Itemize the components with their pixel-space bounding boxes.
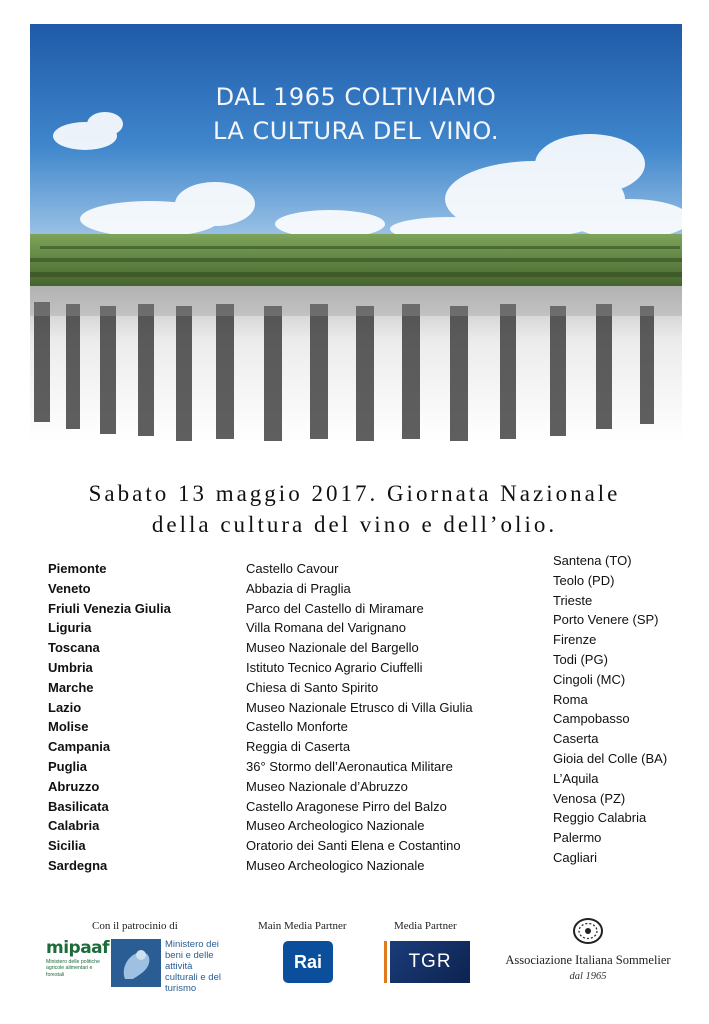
cities-list [553, 551, 667, 868]
event-venue: Villa Romana del Varignano [246, 620, 406, 636]
event-city: Palermo [553, 830, 602, 846]
event-venue: Castello Aragonese Pirro del Balzo [246, 798, 447, 814]
event-venue: Parco del Castello di Miramare [246, 600, 424, 616]
event-city: L’Aquila [553, 770, 599, 786]
event-city: Porto Venere (SP) [553, 612, 659, 628]
event-venue: Istituto Tecnico Agrario Ciuffelli [246, 659, 423, 675]
event-region: Toscana [48, 640, 100, 656]
event-region: Molise [48, 719, 89, 735]
mibact-icon [111, 939, 161, 987]
hero-headline [30, 80, 682, 148]
mibact-emblem [111, 939, 161, 987]
event-row [48, 816, 508, 836]
event-venue: Chiesa di Santo Spirito [246, 679, 379, 695]
event-region: Sicilia [48, 838, 86, 854]
event-venue: Museo Archeologico Nazionale [246, 818, 425, 834]
event-city: Roma [553, 691, 588, 707]
hero-image [30, 24, 682, 442]
event-city: Santena (TO) [553, 553, 632, 568]
event-row [48, 856, 508, 876]
event-city: Trieste [553, 592, 593, 608]
main-media-partner-label: Main Media Partner [258, 920, 347, 932]
event-region: Puglia [48, 758, 88, 774]
event-venue: Castello Monforte [246, 719, 348, 735]
event-venue: 36° Stormo dell’Aeronautica Militare [246, 758, 453, 774]
event-row [48, 618, 508, 638]
event-row [48, 678, 508, 698]
event-city: Teolo (PD) [553, 572, 615, 588]
event-city: Firenze [553, 632, 597, 648]
event-title [0, 478, 709, 540]
event-venue: Museo Archeologico Nazionale [246, 857, 425, 873]
events-list [48, 559, 508, 876]
event-row [48, 797, 508, 817]
event-region: Friuli Venezia Giulia [48, 600, 171, 616]
tgr-accent-bar [384, 941, 387, 983]
event-region: Campania [48, 739, 111, 755]
event-title-line2: della cultura del vino e dell’olio. [151, 512, 558, 537]
hero-headline-line1: DAL 1965 COLTIVIAMO [215, 83, 497, 111]
ais-since: dal 1965 [569, 971, 607, 982]
patronage-label: Con il patrocinio di [92, 920, 178, 932]
event-row [48, 599, 508, 619]
mipaaf-caption: Ministero delle politiche agricole alimentari e forestali [46, 959, 100, 978]
event-venue: Museo Nazionale Etrusco di Villa Giulia [246, 699, 473, 715]
ais-emblem-icon [566, 916, 610, 946]
event-region: Piemonte [48, 561, 107, 576]
event-venue: Museo Nazionale del Bargello [246, 640, 419, 656]
event-city: Reggio Calabria [553, 810, 647, 826]
hero-headline-line2: LA CULTURA DEL VINO. [213, 117, 499, 145]
event-region: Sardegna [48, 857, 108, 873]
event-row [48, 717, 508, 737]
event-venue: Museo Nazionale d’Abruzzo [246, 778, 408, 794]
event-region: Marche [48, 679, 94, 695]
mipaaf-logo [46, 938, 110, 978]
event-row [48, 836, 508, 856]
media-partner-label: Media Partner [394, 920, 457, 932]
event-title-line1: Sabato 13 maggio 2017. Giornata Nazionale [88, 481, 621, 506]
mibact-logo [111, 939, 221, 994]
event-venue: Reggia di Caserta [246, 739, 351, 755]
event-region: Liguria [48, 620, 92, 636]
event-row [48, 737, 508, 757]
tgr-logo [384, 941, 470, 983]
event-city: Cagliari [553, 849, 598, 865]
event-row [48, 757, 508, 777]
event-city: Cingoli (MC) [553, 671, 626, 687]
event-row [48, 698, 508, 718]
tgr-wordmark: TGR [390, 941, 470, 983]
event-region: Abruzzo [48, 778, 100, 794]
rai-logo: Rai [283, 941, 333, 983]
event-city: Campobasso [553, 711, 630, 727]
event-city: Caserta [553, 731, 599, 747]
event-row [48, 638, 508, 658]
event-region: Lazio [48, 699, 82, 715]
event-city: Todi (PG) [553, 651, 608, 667]
event-venue: Oratorio dei Santi Elena e Costantino [246, 838, 461, 854]
event-venue: Castello Cavour [246, 561, 339, 576]
event-row [48, 658, 508, 678]
event-row [48, 777, 508, 797]
event-region: Veneto [48, 580, 91, 596]
mibact-caption: Ministero dei beni e delle attività culturali e del turismo [165, 939, 221, 994]
event-row [48, 559, 508, 579]
event-city: Gioia del Colle (BA) [553, 750, 668, 766]
event-region: Calabria [48, 818, 100, 834]
event-row [48, 579, 508, 599]
event-region: Umbria [48, 659, 93, 675]
ais-logo [498, 916, 678, 982]
event-city: Venosa (PZ) [553, 790, 626, 806]
mipaaf-wordmark: mipaaf [46, 938, 110, 958]
event-region: Basilicata [48, 798, 109, 814]
event-venue: Abbazia di Praglia [246, 580, 351, 596]
ais-name: Associazione Italiana Sommelier [505, 953, 671, 967]
